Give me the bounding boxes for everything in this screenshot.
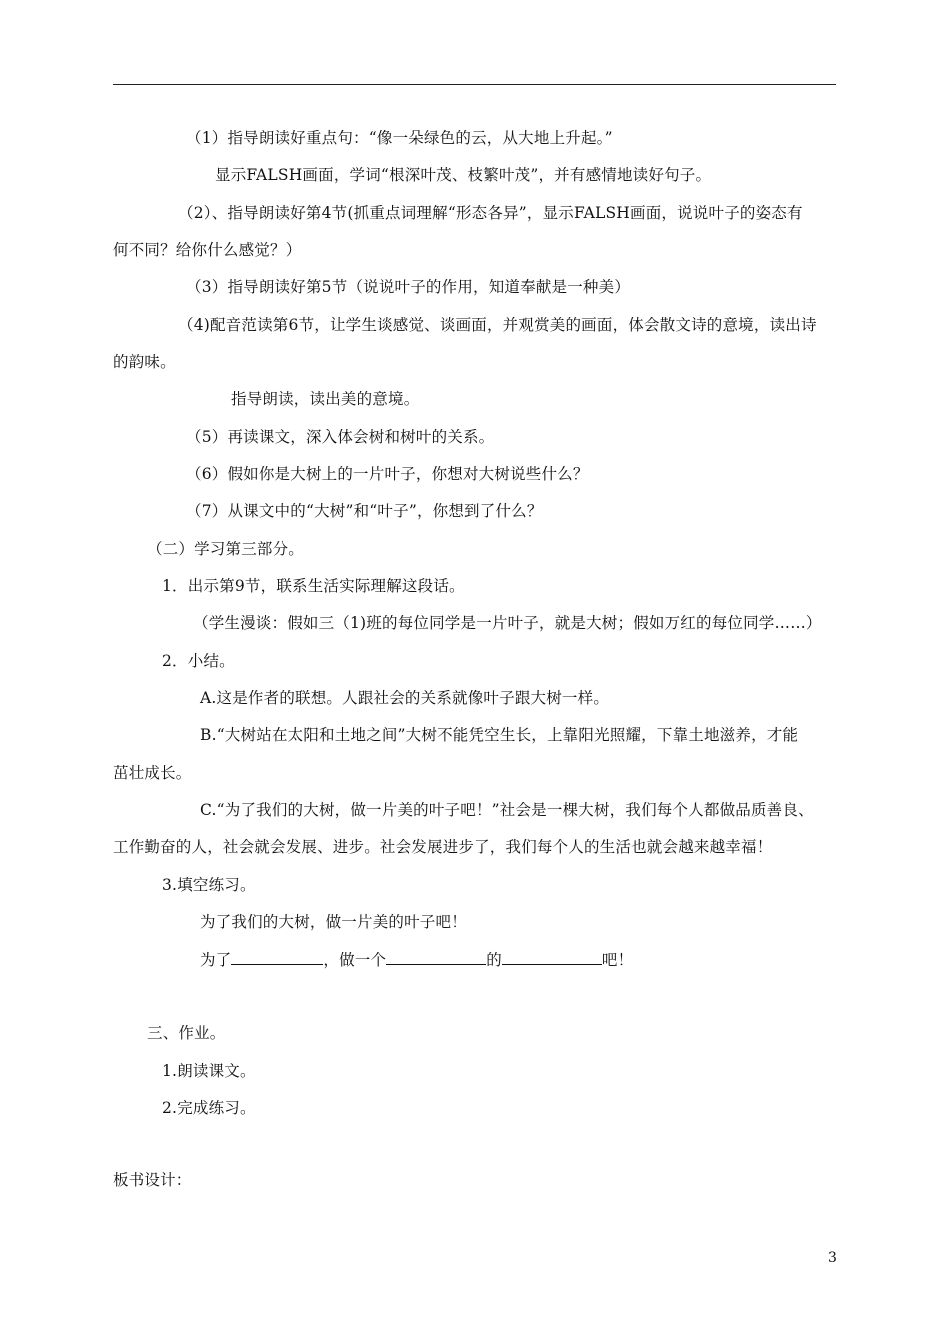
- fill-text: 的: [486, 951, 502, 969]
- paragraph-line: 指导朗读，读出美的意境。: [231, 390, 420, 408]
- paragraph-line: 何不同？给你什么感觉？）: [113, 241, 302, 259]
- fill-text: 为了: [200, 951, 232, 969]
- homework-item: 1.朗读课文。: [162, 1062, 256, 1080]
- paragraph-line: 显示FALSH画面，学词“根深叶茂、枝繁叶茂”，并有感情地读好句子。: [215, 166, 712, 184]
- paragraph-line: 1．出示第9节，联系生活实际理解这段话。: [162, 577, 465, 595]
- blank-field[interactable]: [231, 949, 323, 965]
- header-rule: [113, 84, 836, 85]
- section-heading: （二）学习第三部分。: [147, 540, 305, 558]
- paragraph-line: A.这是作者的联想。人跟社会的关系就像叶子跟大树一样。: [200, 689, 610, 707]
- paragraph-line: 茁壮成长。: [113, 764, 192, 782]
- fill-in-blank-line: [200, 949, 633, 970]
- fill-text: 吧！: [601, 951, 634, 969]
- paragraph-line: （学生漫谈：假如三（1)班的每位同学是一片叶子，就是大树；假如万红的每位同学……）: [193, 614, 822, 632]
- paragraph-line: （4)配音范读第6节，让学生谈感觉、谈画面，并观赏美的画面，体会散文诗的意境，读出诗: [178, 316, 817, 334]
- paragraph-line: B.“大树站在太阳和土地之间”大树不能凭空生长，上靠阳光照耀，下靠土地滋养，才能: [200, 726, 799, 744]
- blank-field[interactable]: [502, 949, 602, 965]
- paragraph-line: （1）指导朗读好重点句：“像一朵绿色的云，从大地上升起。”: [186, 129, 613, 147]
- homework-heading: 三、作业。: [147, 1024, 226, 1042]
- blank-field[interactable]: [386, 949, 486, 965]
- paragraph-line: 为了我们的大树，做一片美的叶子吧！: [200, 913, 467, 931]
- paragraph-line: （6）假如你是大树上的一片叶子，你想对大树说些什么？: [186, 465, 589, 483]
- homework-item: 2.完成练习。: [162, 1099, 256, 1117]
- paragraph-line: （7）从课文中的“大树”和“叶子”，你想到了什么？: [186, 502, 543, 520]
- paragraph-line: 的韵味。: [113, 353, 176, 371]
- paragraph-line: 2．小结。: [162, 652, 235, 670]
- paragraph-line: （3）指导朗读好第5节（说说叶子的作用，知道奉献是一种美）: [186, 278, 631, 296]
- paragraph-line: （2）、指导朗读好第4节(抓重点词理解“形态各异”，显示FALSH画面，说说叶子的姿态有: [178, 204, 803, 222]
- paragraph-line: 3.填空练习。: [162, 876, 256, 894]
- fill-text: ，做一个: [323, 951, 387, 969]
- page-number: 3: [828, 1250, 837, 1266]
- board-design-heading: 板书设计：: [113, 1171, 192, 1189]
- paragraph-line: 工作勤奋的人，社会就会发展、进步。社会发展进步了，我们每个人的生活也就会越来越幸福！: [113, 838, 773, 856]
- paragraph-line: （5）再读课文，深入体会树和树叶的关系。: [186, 428, 495, 446]
- paragraph-line: C.“为了我们的大树，做一片美的叶子吧！”社会是一棵大树，我们每个人都做品质善良、: [200, 801, 814, 819]
